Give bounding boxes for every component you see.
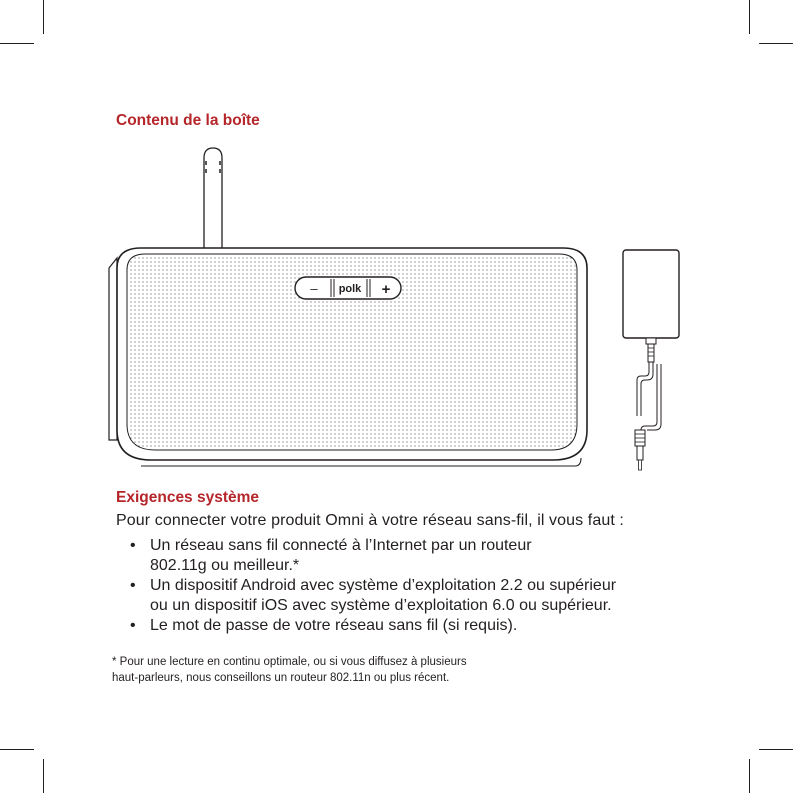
bullet-icon: • xyxy=(130,617,136,634)
crop-mark xyxy=(43,0,44,34)
crop-mark xyxy=(749,759,750,793)
requirement-text: Le mot de passe de votre réseau sans fil (si requis). xyxy=(150,617,518,634)
crop-mark xyxy=(749,0,750,34)
crop-mark xyxy=(0,749,34,750)
bullet-icon: • xyxy=(130,537,136,554)
volume-down-button-illustration: – xyxy=(310,281,318,296)
crop-mark xyxy=(43,759,44,793)
requirement-text: Un réseau sans fil connecté à l’Internet par un routeur 802.11g ou meilleur.* xyxy=(150,537,532,574)
bullet-icon: • xyxy=(130,577,136,594)
crop-mark xyxy=(759,43,793,44)
list-item xyxy=(116,616,616,636)
crop-mark xyxy=(0,43,34,44)
box-contents-illustration xyxy=(105,140,695,480)
system-requirements-title: Exigences système xyxy=(116,489,260,506)
requirements-intro: Pour connecter votre produit Omni à votre réseau sans-fil, il vous faut : xyxy=(116,512,624,529)
volume-up-button-illustration: + xyxy=(381,281,391,298)
requirement-text: Un dispositif Android avec système d’exploitation 2.2 ou supérieur ou un dispositif iOS avec système d’exploitation 6.0 ou supérieur. xyxy=(150,577,617,614)
box-contents-title: Contenu de la boîte xyxy=(116,112,260,129)
polk-logo: polk xyxy=(338,283,362,295)
power-adapter-illustration xyxy=(623,250,679,470)
list-item xyxy=(116,576,616,616)
requirements-list xyxy=(116,536,616,636)
footnote: * Pour une lecture en continu optimale, ou si vous diffusez à plusieurs haut-parleurs, nous conseillons un routeur 802.11n ou plus récent. xyxy=(112,656,467,684)
crop-mark xyxy=(759,749,793,750)
speaker-illustration xyxy=(109,248,587,466)
list-item xyxy=(116,536,616,576)
antenna-illustration xyxy=(204,148,222,248)
